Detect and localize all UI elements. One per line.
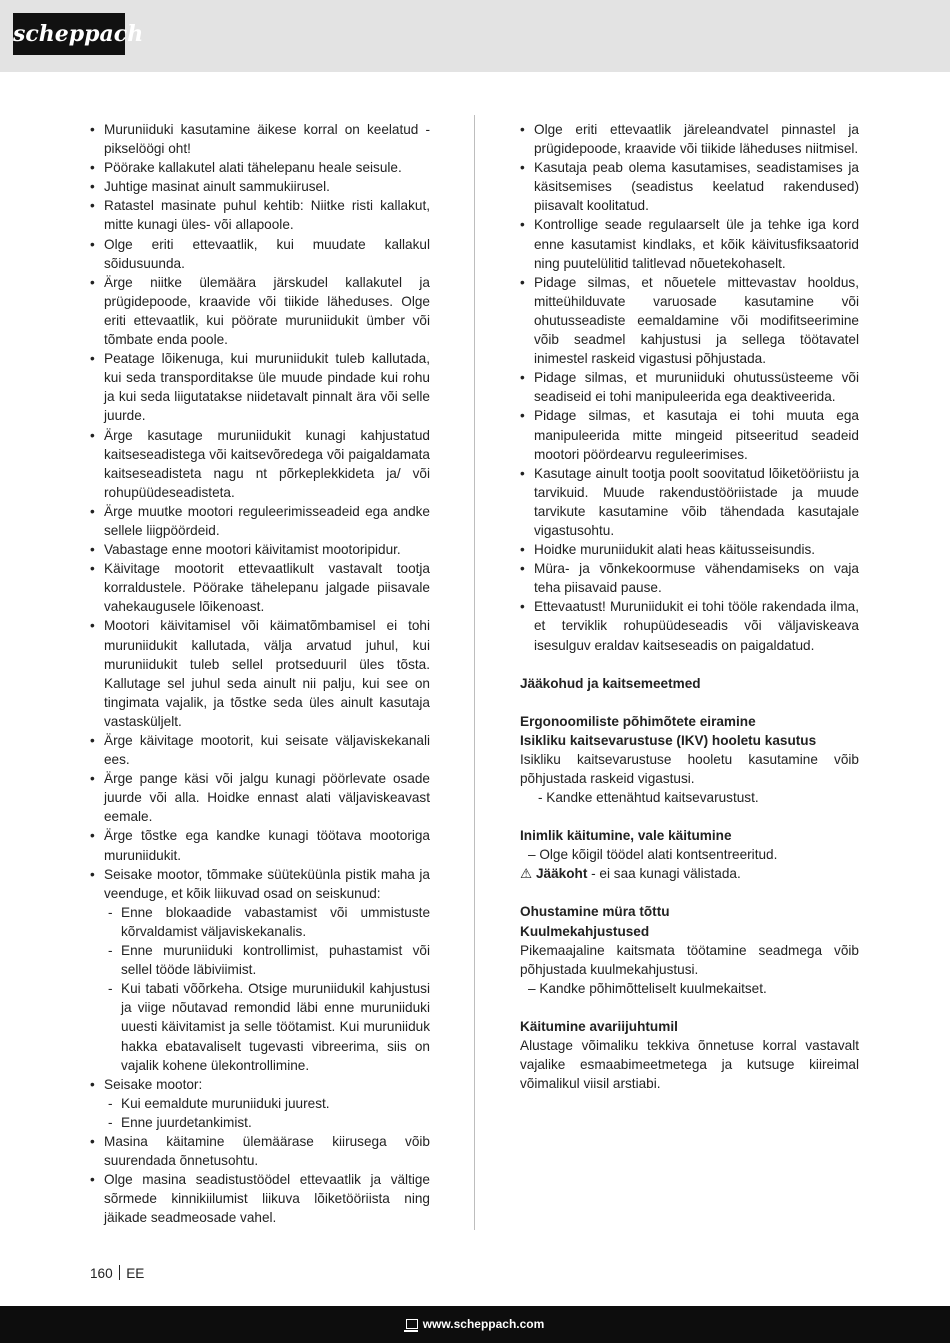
- list-item: • Seisake mootor, tõmmake süüteküünla pistik maha ja veenduge, et kõik liikuvad osad on seiskunud:: [90, 865, 430, 903]
- right-column: [520, 120, 859, 1093]
- list-item: • Muruniiduki kasutamine äikese korral on keelatud - pikselöögi oht!: [90, 120, 430, 158]
- list-item: • Pidage silmas, et kasutaja ei tohi muuta ega manipuleerida mitte mingeid pitseeritud seadeid mootori pöördearvu reguleerimises.: [520, 406, 859, 463]
- page-number: 160: [90, 1266, 113, 1281]
- human-behaviour-instruction: – Olge kõigil töödel alati kontsentreeritud.: [528, 847, 778, 863]
- hearing-damage-heading: Kuulmekahjustused: [520, 923, 650, 939]
- list-item: • Ärge käivitage mootorit, kui seisate väljaviskekanali ees.: [90, 731, 430, 769]
- list-item: • Olge masina seadistustöödel ettevaatlik ja vältige sõrmede kinnikiilumist liikuva lõiketööriista ning jäikade seadmeosade vahel.: [90, 1170, 430, 1227]
- safety-list: [90, 120, 430, 1227]
- ergonomics-heading: Ergonoomiliste põhimõtete eiramine: [520, 713, 756, 729]
- language-code: EE: [126, 1266, 145, 1281]
- sub-list-item: - Enne juurdetankimist.: [90, 1113, 430, 1132]
- list-item: • Mootori käivitamisel või käimatõmbamisel ei tohi muruniidukit kallutada, välja arvatud juhul, kui muruniidukit tuleb sellel protseduuril üles tõsta. Kallutage sel juhul seda ainult nii palju, kui see on tingimata vajalik, ja tõstke seda üles ainult kasutaja vastasküljelt.: [90, 616, 430, 731]
- sub-list-item: - Enne blokaadide vabastamist või ummistuste kõrvaldamist väljaviskekanalis.: [90, 903, 430, 941]
- brand-logo: scheppach: [13, 13, 125, 55]
- column-divider: [474, 115, 475, 1230]
- computer-icon: [406, 1319, 418, 1329]
- ppe-instruction: - Kandke ettenähtud kaitsevarustust.: [538, 790, 759, 806]
- sub-list-item: - Kui tabati võõrkeha. Otsige muruniidukil kahjustusi ja viige nõutavad remondid läbi enne muruniiduki uuesti käivitamist ja selle töötamist. Kui muruniiduk hakka ebatavaliselt tugevasti vibreerima, siis on vajalik kohene ülekontrollimine.: [90, 979, 430, 1074]
- list-item: • Olge eriti ettevaatlik, kui muudate kallakul sõidusuunda.: [90, 235, 430, 273]
- list-item: • Peatage lõikenuga, kui muruniidukit tuleb kallutada, kui seda transporditakse üle muude pindade kui rohu ja kui seda liigutatakse niidetavalt pinnalt ära või selle juurde.: [90, 349, 430, 425]
- list-item: • Müra- ja võnkekoormuse vähendamiseks on vaja teha piisavaid pause.: [520, 559, 859, 597]
- noise-text: Pikemaajaline kaitsmata töötamine seadmega võib põhjustada kuulmekahjustusi.: [520, 942, 859, 977]
- ppe-heading: Isikliku kaitsevarustuse (IKV) hooletu kasutus: [520, 732, 817, 748]
- sub-list-item: - Kui eemaldute muruniiduki juurest.: [90, 1094, 430, 1113]
- list-item: • Masina käitamine ülemäärase kiirusega võib suurendada õnnetusohtu.: [90, 1132, 430, 1170]
- page-header: [0, 0, 950, 72]
- residual-risk-note: [520, 864, 859, 883]
- list-item: • Olge eriti ettevaatlik järeleandvatel pinnastel ja prügidepoode, kraavide või tiikide läheduses niitmisel.: [520, 120, 859, 158]
- footer-bar: [0, 1306, 950, 1343]
- residual-risk-label: Jääkoht: [535, 866, 588, 882]
- residual-risks-heading: Jääkohud ja kaitsemeetmed: [520, 675, 701, 691]
- website-link[interactable]: www.scheppach.com: [422, 1317, 545, 1331]
- list-item: • Seisake mootor:: [90, 1075, 430, 1094]
- sub-list-item: - Enne muruniiduki kontrollimist, puhastamist või sellel tööde läbiviimist.: [90, 941, 430, 979]
- list-item: • Hoidke muruniidukit alati heas käitusseisundis.: [520, 540, 859, 559]
- list-item: • Juhtige masinat ainult sammukiirusel.: [90, 177, 430, 196]
- list-item: • Pidage silmas, et muruniiduki ohutussüsteeme või seadiseid ei tohi manipuleerida ega deaktiveerida.: [520, 368, 859, 406]
- left-column: [90, 120, 430, 1227]
- list-item: • Kontrollige seade regulaarselt üle ja tehke iga kord enne kasutamist kindlaks, et kõik käivitusfiksaatorid ning puutelülitid talitlevad nõuetekohaselt.: [520, 215, 859, 272]
- ppe-text: Isikliku kaitsevarustuse hooletu kasutamine võib põhjustada raskeid vigastusi.: [520, 751, 859, 786]
- list-item: • Käivitage mootorit ettevaatlikult vastavalt tootja korraldustele. Pöörake tähelepanu jalgade piisavale vahekaugusele lõikenoast.: [90, 559, 430, 616]
- list-item: • Ratastel masinate puhul kehtib: Niitke risti kallakut, mitte kunagi üles- või allapoole.: [90, 196, 430, 234]
- list-item: • Pidage silmas, et nõuetele mittevastav hooldus, mitteühilduvate varuosade kasutamine või ohutusseadiste eemaldamine või modifitseerimine võib seadmel kahjustusi ja sellega töötavatel inimestel raskeid vigastusi põhjustada.: [520, 273, 859, 368]
- list-item: • Ärge muutke mootori reguleerimisseadeid ega andke sellele liigpöördeid.: [90, 502, 430, 540]
- noise-heading: Ohustamine müra tõttu: [520, 904, 670, 920]
- human-behaviour-heading: Inimlik käitumine, vale käitumine: [520, 828, 732, 844]
- list-item: • Ärge pange käsi või jalgu kunagi pöörlevate osade juurde või alla. Hoidke ennast alati väljaviskeavast eemale.: [90, 769, 430, 826]
- list-item: • Ärge niitke ülemäära järskudel kallakutel ja prügidepoode, kraavide või tiikide läheduses. Olge eriti ettevaatlik, kui pöörate muruniidukit ümber või tõmbate enda poole.: [90, 273, 430, 349]
- emergency-text: Alustage võimaliku tekkiva õnnetuse korral vastavalt vajalike esmaabimeetmetega ja kutsuge kiireimal võimalikul viisil arstiabi.: [520, 1038, 859, 1092]
- list-item: • Ettevaatust! Muruniidukit ei tohi tööle rakendada ilma, et terviklik rohupüüdeseadis või väljaviskeava isesulguv eraldav kaitseseadis on paigaldatud.: [520, 597, 859, 654]
- noise-instruction: – Kandke põhimõtteliselt kuulmekaitset.: [528, 980, 767, 996]
- list-item: • Kasutaja peab olema kasutamises, seadistamises ja käsitsemises (seadistus keelatud rakendused) piisavalt koolitatud.: [520, 158, 859, 215]
- list-item: • Pöörake kallakutel alati tähelepanu heale seisule.: [90, 158, 430, 177]
- emergency-heading: Käitumine avariijuhtumil: [520, 1018, 678, 1034]
- residual-risk-text: - ei saa kunagi välistada.: [587, 866, 741, 882]
- page-footer-label: [90, 1265, 144, 1283]
- list-item: • Kasutage ainult tootja poolt soovitatud lõiketööriistu ja tarvikuid. Muude rakendustööriistade ja muude tarvikute kasutamine võib tähendada kasutajale vigastusohtu.: [520, 464, 859, 540]
- list-item: • Ärge kasutage muruniidukit kunagi kahjustatud kaitseseadistega või kaitsevõredega või paigaldamata kaitseseadisteta nagu nt põrkeplekkideta ja/ või rohupüüdeseadisteta.: [90, 426, 430, 502]
- list-item: • Vabastage enne mootori käivitamist mootoripidur.: [90, 540, 430, 559]
- safety-list-continued: [520, 120, 859, 655]
- list-item: • Ärge tõstke ega kandke kunagi töötava mootoriga muruniidukit.: [90, 826, 430, 864]
- warning-icon: ⚠: [520, 866, 533, 882]
